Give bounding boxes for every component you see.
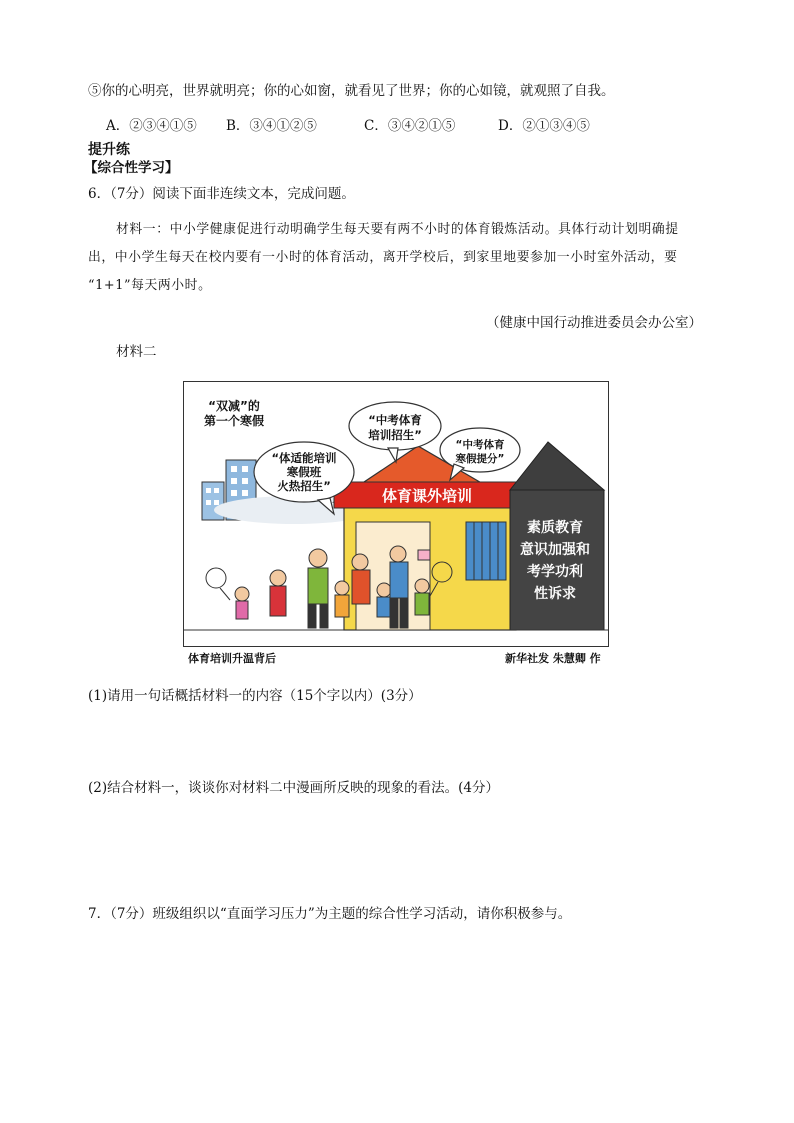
- building-text-4: 性诉求: [534, 586, 576, 602]
- bubble3-line3: 火热招生”: [277, 479, 331, 493]
- option-b: B．③④①②⑤: [226, 118, 317, 134]
- bubble3-line1: “体适能培训: [271, 451, 337, 465]
- cartoon-caption-right: 新华社发 朱慧卿 作: [505, 652, 601, 665]
- section-subtitle: 【综合性学习】: [84, 160, 179, 176]
- option-a: A．②③④①⑤: [106, 118, 197, 134]
- bubble1-line2: 第一个寒假: [203, 414, 265, 428]
- q7-stem: 7．（7分）班级组织以“直面学习压力”为主题的综合性学习活动，请你积极参与。: [88, 906, 572, 922]
- building-text-1: 素质教育: [527, 520, 583, 536]
- bubble1-line1: “双减”的: [208, 399, 260, 413]
- material2-label: 材料二: [116, 344, 157, 360]
- q6-sub2: (2)结合材料一，谈谈你对材料二中漫画所反映的现象的看法。(4分）: [88, 780, 499, 796]
- building-text-2: 意识加强和: [520, 542, 590, 558]
- building-text-3: 考学功利: [527, 564, 583, 580]
- material1-line3: “1+1”每天两小时。: [88, 278, 212, 293]
- cartoon-image: [183, 381, 609, 647]
- q6-sub1: (1)请用一句话概括材料一的内容（15个字以内）(3分）: [88, 688, 422, 704]
- bubble2-line2: 培训招生”: [368, 428, 422, 442]
- material1-text: [88, 216, 708, 300]
- cartoon-sign-text: 体育课外培训: [381, 487, 473, 505]
- bubble4-line2: 寒假提分”: [455, 453, 505, 465]
- option-d: D．②①③④⑤: [498, 118, 590, 134]
- section-title: 提升练: [88, 142, 130, 158]
- bubble3-line2: 寒假班: [286, 465, 322, 479]
- bubble2-line1: “中考体育: [368, 413, 422, 427]
- q5-item5: ⑤你的心明亮，世界就明亮；你的心如窗，就看见了世界；你的心如镜，就观照了自我。: [88, 83, 615, 99]
- cartoon-caption-left: 体育培训升温背后: [188, 652, 276, 665]
- material1-source: （健康中国行动推进委员会办公室）: [486, 315, 702, 331]
- material1-line1: 材料一：中小学健康促进行动明确学生每天要有两不小时的体育锻炼活动。具体行动计划明确提: [116, 222, 679, 237]
- bubble4-line1: “中考体育: [455, 439, 505, 451]
- option-c: C．③④②①⑤: [364, 118, 456, 134]
- material1-line2: 出，中小学生每天在校内要有一小时的体育活动，离开学校后，到家里地要参加一小时室外活动，要: [88, 250, 678, 265]
- q6-stem: 6．（7分）阅读下面非连续文本，完成问题。: [88, 186, 355, 202]
